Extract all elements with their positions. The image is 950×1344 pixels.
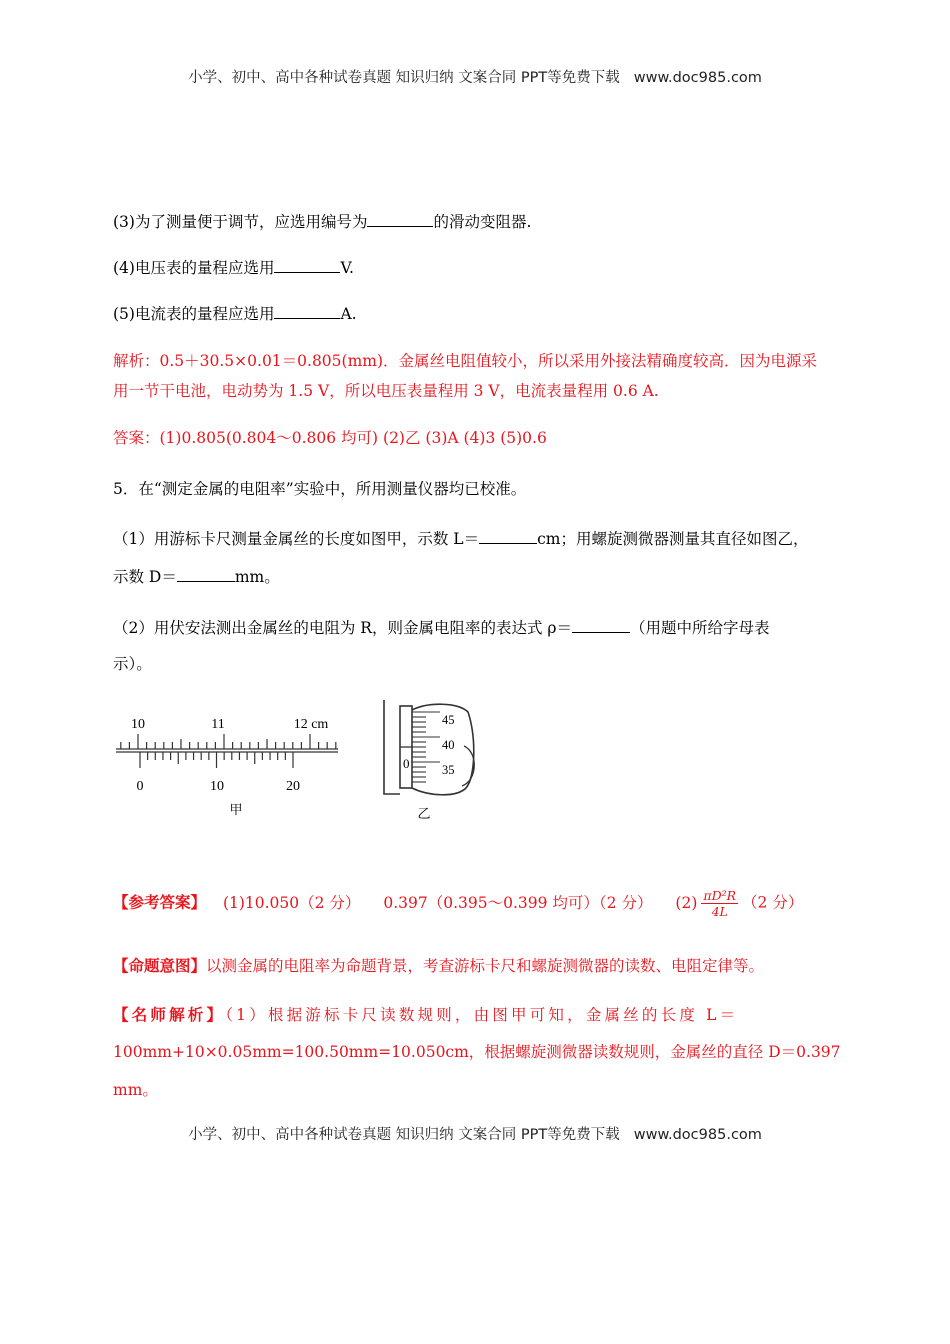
intent-label: 【命题意图】 <box>113 956 207 975</box>
answer-blank <box>367 212 433 227</box>
q4-answer: 答案：(1)0.805(0.804～0.806 均可) (2)乙 (3)A (4)3 (5)0.6 <box>113 429 547 447</box>
q4-item4: (4)电压表的量程应选用 V. <box>113 259 354 277</box>
main-label-12cm: 12 cm <box>293 717 329 732</box>
answer-blank <box>274 258 340 273</box>
footer-url[interactable]: www.doc985.com <box>633 1127 762 1143</box>
vernier-caliper-figure <box>110 708 350 820</box>
teacher-analysis-line2: 100mm+10×0.05mm=100.50mm=10.050cm，根据螺旋测微器读数规则，金属丝的直径 D＝0.397 <box>113 1043 841 1061</box>
ref-label: 【参考答案】 <box>113 892 207 912</box>
main-label-10: 10 <box>131 717 145 732</box>
caption-jia: 甲 <box>229 802 243 817</box>
footer-text: 小学、初中、高中各种试卷真题 知识归纳 文案合同 PPT等免费下载 <box>188 1127 620 1143</box>
thimble-label-35: 35 <box>442 763 455 777</box>
q4-analysis-line2: 用一节干电池，电动势为 1.5 V，所以电压表量程用 3 V，电流表量程用 0.6 A. <box>113 382 659 400</box>
q4-item5: (5)电流表的量程应选用 A. <box>113 305 357 323</box>
q5-part1-line1: （1）用游标卡尺测量金属丝的长度如图甲，示数 L＝ cm；用螺旋测微器测量其直径如图乙， <box>113 530 809 548</box>
q5-part1-line2: 示数 D＝ mm。 <box>113 568 280 586</box>
teacher-analysis-line3: mm。 <box>113 1081 158 1099</box>
q5-part2-line1: （2）用伏安法测出金属丝的电阻为 R，则金属电阻率的表达式 ρ＝ （用题中所给字母表 <box>113 619 770 637</box>
q4-item3: (3)为了测量便于调节，应选用编号为 的滑动变阻器. <box>113 213 532 231</box>
resistivity-formula: $\frac{\text{πD²R}}{4L}$ <box>703 888 737 919</box>
thimble-label-45: 45 <box>442 713 455 727</box>
q5-part2-line2: 示）。 <box>113 655 152 673</box>
answer-blank <box>479 529 537 544</box>
reference-answer: 【参考答案】 (1)10.050（2 分） 0.397（0.395～0.399 均可）（2 分） (2) $\frac{\text{πD²R}}{4L}$ （2 分） <box>113 888 804 919</box>
main-label-11: 11 <box>211 717 225 732</box>
teacher-label: 【名师解析】 <box>113 1005 226 1024</box>
header-text: 小学、初中、高中各种试卷真题 知识归纳 文案合同 PPT等免费下载 <box>188 70 620 86</box>
vernier-label-10: 10 <box>210 779 224 794</box>
answer-blank <box>177 567 235 582</box>
vernier-label-20: 20 <box>286 779 300 794</box>
micrometer-frame <box>384 700 400 794</box>
sleeve-zero-label: 0 <box>403 756 410 771</box>
vernier-label-0: 0 <box>136 779 144 794</box>
design-intent: 【命题意图】以测金属的电阻率为命题背景，考查游标卡尺和螺旋测微器的读数、电阻定律等。 <box>113 956 765 975</box>
page-header <box>0 66 950 87</box>
thimble-scale <box>412 712 440 782</box>
q4-analysis-line1: 解析：0.5＋30.5×0.01＝0.805(mm)．金属丝电阻值较小，所以采用外接法精确度较高．因为电源采 <box>113 352 818 370</box>
thimble-label-40: 40 <box>442 738 455 752</box>
micrometer-figure <box>378 696 488 826</box>
teacher-analysis-line1: 【名师解析】（1）根据游标卡尺读数规则，由图甲可知，金属丝的长度 L＝ <box>113 1005 739 1024</box>
page-footer <box>0 1123 950 1144</box>
q5-stem: 5．在“测定金属的电阻率”实验中，所用测量仪器均已校准。 <box>113 480 527 498</box>
caliper-scale <box>121 734 336 768</box>
answer-blank <box>274 304 340 319</box>
caption-yi: 乙 <box>417 806 431 821</box>
answer-blank <box>572 618 630 633</box>
header-url[interactable]: www.doc985.com <box>633 70 762 86</box>
